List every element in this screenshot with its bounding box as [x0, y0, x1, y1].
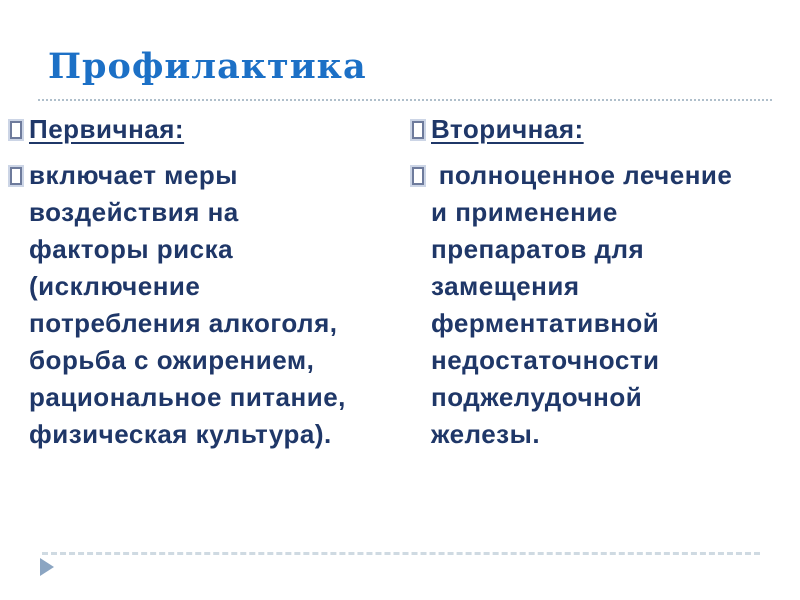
text-line: замещения: [431, 271, 580, 301]
bullet-item: [410, 157, 796, 453]
text-line: воздействия на: [29, 197, 239, 227]
text-line: Вторичная:: [431, 114, 584, 144]
bullet-item: [8, 111, 400, 148]
bullet-item: [8, 157, 400, 453]
text-line: потребления алкоголя,: [29, 308, 338, 338]
text-line: ферментативной: [431, 308, 660, 338]
text-line: и применение: [431, 197, 618, 227]
title-divider-dotted-line: [38, 99, 772, 101]
text-line: включает меры: [29, 160, 238, 190]
bullet-square-icon: [10, 167, 22, 185]
footer-divider-dashed-line: [42, 552, 760, 555]
text-line: полноценное лечение: [431, 160, 733, 190]
text-line: препаратов для: [431, 234, 645, 264]
bullet-square-icon: [412, 121, 424, 139]
bullet-text: [29, 157, 346, 453]
text-line: физическая культура).: [29, 419, 332, 449]
bullet-text: [431, 111, 584, 148]
bullet-text: [29, 111, 184, 148]
bullet-square-icon: [10, 121, 22, 139]
bullet-text: [431, 157, 732, 453]
text-line: рациональное питание,: [29, 382, 346, 412]
text-line: поджелудочной: [431, 382, 643, 412]
bullet-square-icon: [412, 167, 424, 185]
text-line: (исключение: [29, 271, 201, 301]
text-line: недостаточности: [431, 345, 660, 375]
text-line: железы.: [431, 419, 541, 449]
bullet-item: [410, 111, 796, 148]
text-line: борьба с ожирением,: [29, 345, 315, 375]
text-line: факторы риска: [29, 234, 234, 264]
column-left: [8, 111, 400, 462]
column-right: [410, 111, 796, 462]
play-triangle-icon[interactable]: [40, 558, 54, 576]
text-line: Первичная:: [29, 114, 185, 144]
slide-title: Профилактика: [48, 46, 367, 87]
